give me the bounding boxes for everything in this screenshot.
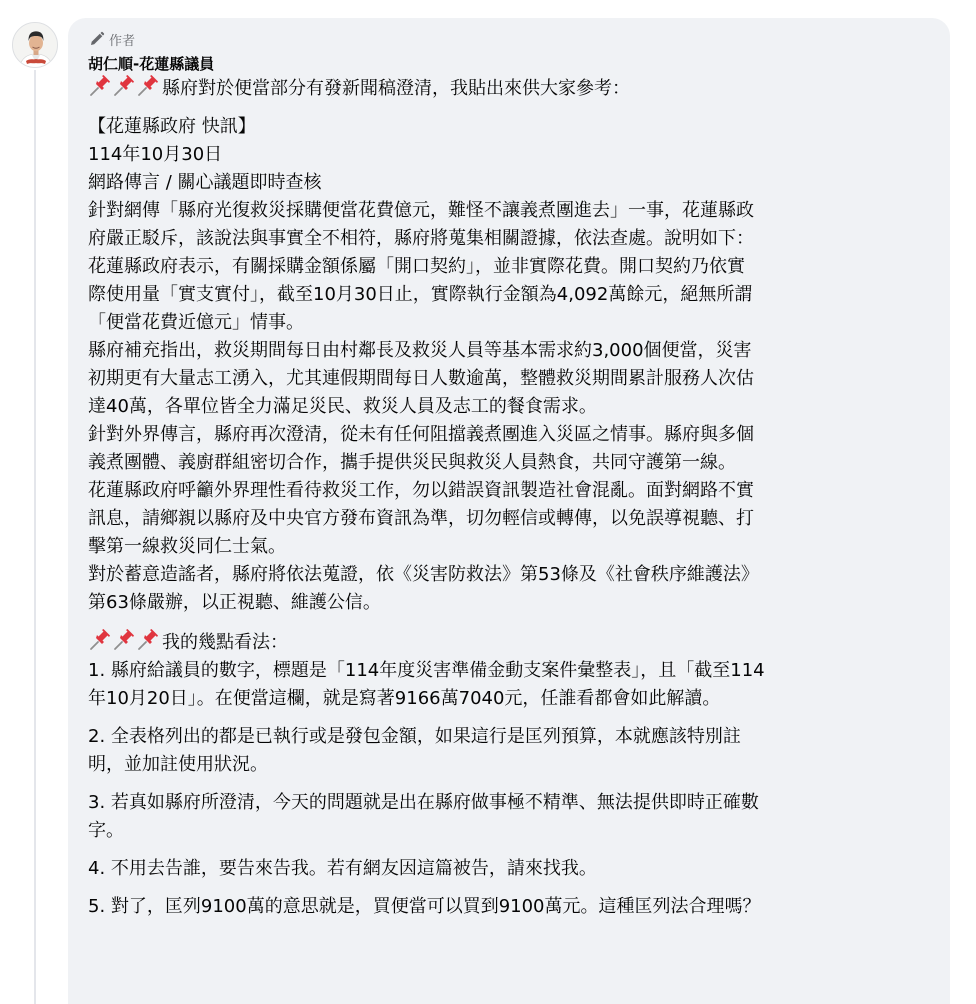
press-line: 針對外界傳言，縣府再次澄清，從未有任何阻擋義煮團進入災區之情事。縣府與多個: [88, 424, 754, 445]
avatar-photo: [13, 23, 58, 68]
comment-bubble: [68, 18, 950, 1004]
author-name[interactable]: 胡仁順-花蓮縣議員: [88, 55, 215, 73]
point-line: 4. 不用去告誰，要告來告我。若有網友因這篇被告，請來找我。: [88, 858, 597, 879]
spacer: [88, 779, 938, 789]
opinion-point-4: [88, 855, 938, 883]
press-line: 第63條嚴辦，以正視聽、維護公信。: [88, 592, 381, 613]
point-line: 2. 全表格列出的都是已執行或是發包金額，如果這行是匡列預算，本就應該特別註: [88, 726, 741, 747]
press-line: 擊第一線救災同仁士氣。: [88, 536, 286, 557]
avatar[interactable]: [12, 22, 58, 68]
press-line: 114年10月30日: [88, 144, 223, 165]
press-line: 花蓮縣政府呼籲外界理性看待救災工作，勿以錯誤資訊製造社會混亂。面對網路不實: [88, 480, 754, 501]
point-line: 明，並加註使用狀況。: [88, 754, 268, 775]
author-badge: [88, 28, 938, 50]
press-line: 網路傳言 / 關心議題即時查核: [88, 172, 322, 193]
pushpin-icon: [112, 629, 136, 651]
press-line: 花蓮縣政府表示，有關採購金額係屬「開口契約」，並非實際花費。開口契約乃依實: [88, 256, 745, 277]
pencil-icon: [88, 30, 106, 48]
author-badge-label: 作者: [109, 33, 136, 49]
opinion-point-3: [88, 789, 938, 845]
point-line: 5. 對了，匡列9100萬的意思就是，買便當可以買到9100萬元。這種匡列法合理嗎？: [88, 896, 761, 917]
press-line: 縣府補充指出，救災期間每日由村鄰長及救災人員等基本需求約3,000個便當，災害: [88, 340, 752, 361]
press-line: 府嚴正駁斥，該說法與事實全不相符，縣府將蒐集相關證據，依法查處。說明如下：: [88, 228, 754, 249]
press-line: 達40萬，各單位皆全力滿足災民、救災人員及志工的餐食需求。: [88, 396, 597, 417]
pushpin-icon: [112, 75, 136, 97]
pushpin-icon: [88, 75, 112, 97]
point-line: 1. 縣府給議員的數字，標題是「114年度災害準備金動支案件彙整表」，且「截至114: [88, 660, 765, 681]
intro-text: 縣府對於便當部分有發新聞稿澄清，我貼出來供大家參考：: [162, 78, 630, 99]
point-line: 年10月20日」。在便當這欄，就是寫著9166萬7040元，任誰看都會如此解讀。: [88, 688, 721, 709]
opinion-title: 我的幾點看法：: [162, 632, 288, 653]
press-line: 對於蓄意造謠者，縣府將依法蒐證，依《災害防救法》第53條及《社會秩序維護法》: [88, 564, 759, 585]
pushpin-icon: [136, 629, 160, 651]
spacer: [88, 103, 938, 113]
press-line: 【花蓮縣政府 快訊】: [88, 116, 256, 137]
intro-line: [88, 75, 938, 103]
point-line: 3. 若真如縣府所澄清，今天的問題就是出在縣府做事極不精準、無法提供即時正確數: [88, 792, 759, 813]
press-line: 「便當花費近億元」情事。: [88, 312, 304, 333]
press-line: 初期更有大量志工湧入，尤其連假期間每日人數逾萬，整體救災期間累計服務人次估: [88, 368, 754, 389]
pushpin-icons: [88, 75, 160, 97]
opinion-point-1: [88, 657, 938, 713]
pushpin-icon: [136, 75, 160, 97]
spacer: [88, 883, 938, 893]
press-line: 訊息，請鄉親以縣府及中央官方發布資訊為準，切勿輕信或轉傳，以免誤導視聽、打: [88, 508, 754, 529]
spacer: [88, 617, 938, 629]
point-line: 字。: [88, 820, 124, 841]
pushpin-icon: [88, 629, 112, 651]
reply-thread-line: [34, 70, 36, 1004]
opinion-point-5: [88, 893, 938, 921]
spacer: [88, 845, 938, 855]
opinion-heading: [88, 629, 938, 657]
pushpin-icons: [88, 629, 160, 651]
spacer: [88, 713, 938, 723]
press-line: 義煮團體、義廚群組密切合作，攜手提供災民與救災人員熱食，共同守護第一線。: [88, 452, 736, 473]
press-line: 際使用量「實支實付」，截至10月30日止，實際執行金額為4,092萬餘元，絕無所謂: [88, 284, 753, 305]
press-line: 針對網傳「縣府光復救災採購便當花費億元，難怪不讓義煮團進去」一事，花蓮縣政: [88, 200, 754, 221]
press-release: [88, 113, 938, 617]
opinion-point-2: [88, 723, 938, 779]
